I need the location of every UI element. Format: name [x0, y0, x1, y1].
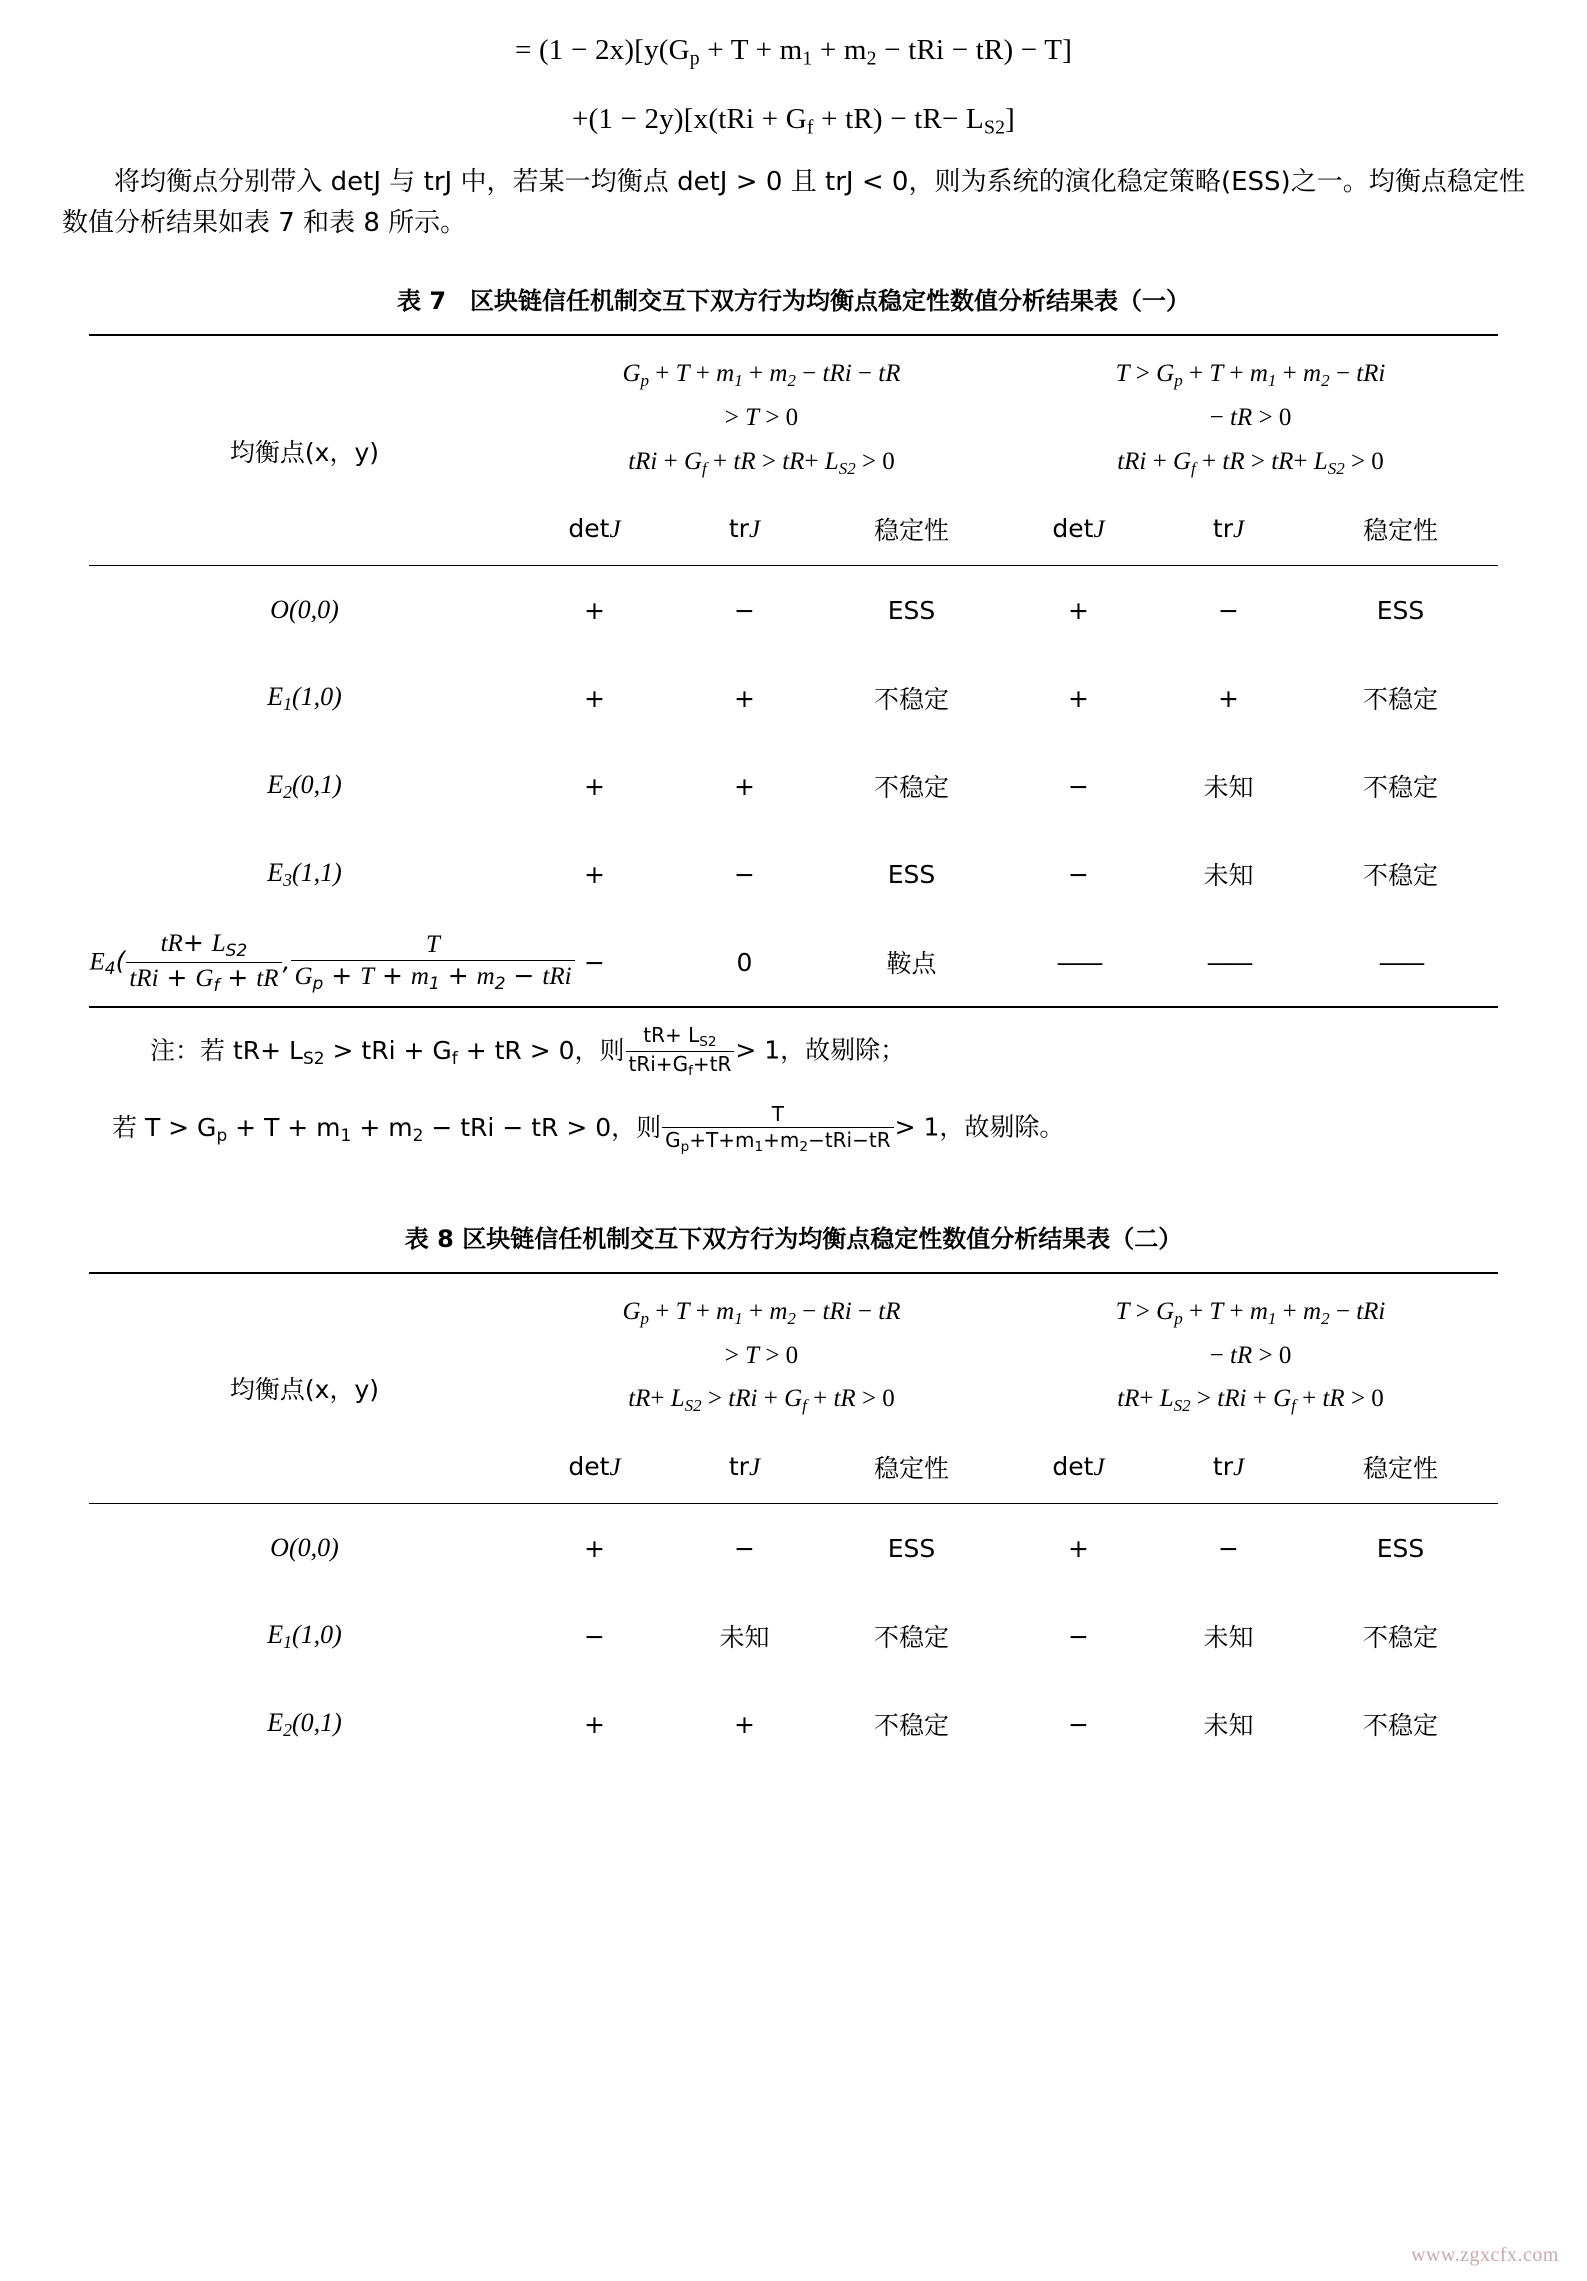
t7-note1-fraction: $\frac{tR+ L_{S2}}{tRi+G_f+tR}$ — [626, 1024, 735, 1079]
table-row — [89, 1504, 1497, 1593]
t8-r0-c0: + — [584, 1533, 605, 1563]
t7-r1-point: $E_1(1,0)$ — [267, 681, 342, 714]
t7-note1-lead: 注：若 $tR+ L_{S2}$ > tRi + $G_f$ + tR > 0，则 — [150, 1035, 625, 1069]
t8-r1-c3: − — [1068, 1621, 1089, 1651]
t7-r2-point: $E_2(0,1)$ — [267, 769, 342, 802]
t8-r0-point: O(0,0) — [270, 1533, 339, 1562]
t7-r4-c5: —— — [1378, 947, 1423, 977]
document-page — [0, 36, 1587, 2281]
table8-condition-group-2 — [1004, 1273, 1498, 1431]
t7-note1-tail: > 1，故剔除； — [735, 1035, 906, 1065]
table7-subheader-stability-1: 稳定性 — [873, 516, 949, 546]
table7 — [89, 334, 1497, 1008]
t7-r0-c5: ESS — [1376, 595, 1425, 625]
table7-condition-group-2 — [1004, 335, 1498, 493]
t7-r2-c1: + — [734, 771, 755, 801]
t8-r0-c2: ESS — [887, 1533, 936, 1563]
t7-g1-line3: tRi + $G_f$ + tR > $tR+ L_{S2} > 0$ — [628, 447, 895, 478]
t8-r2-point: $E_2(0,1)$ — [267, 1707, 342, 1740]
t7-g2-line2: − tR > 0 — [1209, 403, 1292, 431]
table-row — [89, 918, 1497, 1007]
t7-r0-c0: + — [584, 595, 605, 625]
t8-r1-c5: 不稳定 — [1362, 1623, 1438, 1652]
t7-g2-line3: tRi + $G_f$ + tR > $tR+ L_{S2} > 0$ — [1117, 447, 1384, 478]
t8-r0-c3: + — [1068, 1533, 1089, 1563]
table8-subheader-detj-2: detJ — [1052, 1452, 1105, 1481]
table-row — [89, 1680, 1497, 1768]
t7-r4-c1: 0 — [736, 947, 753, 977]
t8-r2-c2: 不稳定 — [873, 1711, 949, 1740]
table7-caption: 表 7 区块链信任机制交互下双方行为均衡点稳定性数值分析结果表（一） — [396, 287, 1191, 316]
table8-subheader-stability-2: 稳定性 — [1362, 1454, 1438, 1483]
table7-subheader-trj-2: trJ — [1212, 514, 1245, 544]
t7-r2-c4: 未知 — [1203, 773, 1254, 803]
table8-subheader-stability-1: 稳定性 — [873, 1454, 949, 1483]
table-row — [89, 742, 1497, 830]
t7-r4-c4: —— — [1206, 947, 1251, 977]
table8 — [89, 1272, 1497, 1768]
t7-r3-point: $E_3(1,1)$ — [267, 857, 342, 890]
t7-r1-c5: 不稳定 — [1362, 685, 1438, 715]
t7-r3-c5: 不稳定 — [1362, 861, 1438, 891]
t7-note2-lead: 若 $T > G_p + T + m_1 + m_2$ − tRi − tR > 0，则 — [112, 1113, 662, 1146]
t8-r1-c1: 未知 — [719, 1623, 770, 1652]
t7-r0-c1: − — [734, 595, 755, 625]
t8-g2-line1: $T > G_p + T + m_1 + m_2$ − tRi — [1115, 1297, 1386, 1328]
table8-rowlabel-header: 均衡点(x，y) — [229, 1375, 380, 1405]
t8-r2-c0: + — [584, 1709, 605, 1739]
t8-r1-c0: − — [584, 1621, 605, 1651]
table7-rowlabel-header: 均衡点(x，y) — [229, 437, 380, 467]
t7-g1-line2: > T > 0 — [724, 403, 799, 431]
e4-fraction-2: $\frac{T}{G_p + T + m_1 + m_2 - tRi}$ — [291, 930, 574, 994]
table8-caption: 表 8 区块链信任机制交互下双方行为均衡点稳定性数值分析结果表（二） — [404, 1224, 1183, 1253]
t8-r1-c4: 未知 — [1203, 1623, 1254, 1652]
t7-r2-c5: 不稳定 — [1362, 773, 1438, 803]
t8-g1-line1: $G_p + T + m_1 + m_2$ − tRi − tR — [622, 1297, 901, 1328]
t8-r2-c1: + — [734, 1709, 755, 1739]
t7-r3-c3: − — [1068, 859, 1089, 889]
table-row — [89, 654, 1497, 742]
t7-r4-c0: − — [584, 947, 605, 977]
t7-r4-c2: 鞍点 — [886, 949, 937, 979]
t7-r4-c3: —— — [1056, 947, 1101, 977]
t7-r0-c2: ESS — [887, 595, 936, 625]
t8-r2-c5: 不稳定 — [1362, 1711, 1438, 1740]
t7-r1-c4: + — [1218, 683, 1239, 713]
table-row — [89, 830, 1497, 918]
table8-subheader-trj-2: trJ — [1212, 1452, 1245, 1481]
watermark: www.zgxcfx.com — [1411, 2244, 1559, 2266]
table8-condition-group-1 — [519, 1273, 1003, 1431]
table8-subheader-trj-1: trJ — [728, 1452, 761, 1481]
e4-fraction-1: $\frac{tR+ L_{S2}}{tRi + G_f + tR}$ — [126, 929, 281, 996]
t7-r2-c2: 不稳定 — [873, 773, 949, 803]
t7-r3-c4: 未知 — [1203, 861, 1254, 891]
table7-subheader-detj-2: detJ — [1052, 514, 1105, 544]
t7-r1-c0: + — [584, 683, 605, 713]
t8-r2-c4: 未知 — [1203, 1711, 1254, 1740]
table8-header-row — [89, 1273, 1497, 1431]
equation-line-1: = $(1 - 2x)[y(G_p + T + m_1 + m_2$ − tRi − tR) − T] — [514, 34, 1073, 70]
table-row — [89, 1592, 1497, 1680]
t7-g2-line1: $T > G_p + T + m_1 + m_2$ − tRi — [1115, 360, 1386, 390]
t7-r3-c0: + — [584, 859, 605, 889]
t8-g1-line2: > T > 0 — [724, 1341, 799, 1369]
table7-condition-group-1 — [519, 335, 1003, 493]
table-row — [89, 566, 1497, 655]
body-paragraph: 将均衡点分别带入 detJ 与 trJ 中，若某一均衡点 detJ > 0 且 trJ < 0，则为系统的演化稳定策略(ESS)之一。均衡点稳定性数值分析结果如表 7 和表 8 所示。 — [62, 167, 1525, 238]
t7-r3-c2: ESS — [887, 859, 936, 889]
t8-g2-line3: $tR+ L_{S2}$ > tRi + $G_f$ + tR > 0 — [1117, 1385, 1384, 1415]
table7-header-row — [89, 335, 1497, 493]
t7-r4-point: $E_4$( $\frac{tR+ L_{S2}}{tRi + G_f + tR}$ , $\frac{T}{G_p + T + m_1 + m_2 - tRi}$ — [89, 918, 519, 1007]
t7-r1-c3: + — [1068, 683, 1089, 713]
table7-subheader-trj-1: trJ — [728, 514, 761, 544]
t7-r0-c3: + — [1068, 595, 1089, 625]
table7-note-1 — [150, 1024, 1587, 1079]
table7-note-2 — [112, 1103, 1587, 1154]
t8-r0-c4: − — [1218, 1533, 1239, 1563]
t7-r0-point: O(0,0) — [270, 595, 339, 625]
t7-r2-c0: + — [584, 771, 605, 801]
table8-subheader-detj-1: detJ — [568, 1452, 621, 1481]
e4-separator: , — [282, 946, 291, 976]
table7-subheader-stability-2: 稳定性 — [1362, 516, 1438, 546]
display-equations — [0, 36, 1587, 138]
t7-r1-c2: 不稳定 — [873, 685, 949, 715]
t8-r0-c1: − — [734, 1533, 755, 1563]
t8-g1-line3: $tR+ L_{S2}$ > tRi + $G_f$ + tR > 0 — [628, 1385, 895, 1415]
t8-r1-point: $E_1(1,0)$ — [267, 1619, 342, 1652]
equation-line-2: $+(1 - 2y)[x(tRi + G_f + tR) - tR- L_{S2}]$ — [571, 103, 1016, 139]
t7-r2-c3: − — [1068, 771, 1089, 801]
t7-g1-line1: $G_p + T + m_1 + m_2$ − tRi − tR — [622, 360, 901, 390]
t8-r0-c5: ESS — [1376, 1533, 1425, 1563]
t7-note2-tail: > 1，故剔除。 — [894, 1113, 1065, 1143]
t7-r0-c4: − — [1218, 595, 1239, 625]
table7-subheader-detj-1: detJ — [568, 514, 621, 544]
t8-r1-c2: 不稳定 — [873, 1623, 949, 1652]
t8-g2-line2: − tR > 0 — [1209, 1341, 1292, 1369]
t7-note2-fraction: $\frac{T}{G_p+T+m_1+m_2-tRi-tR}$ — [662, 1103, 893, 1154]
t8-r2-c3: − — [1068, 1709, 1089, 1739]
t7-r3-c1: − — [734, 859, 755, 889]
t7-r1-c1: + — [734, 683, 755, 713]
